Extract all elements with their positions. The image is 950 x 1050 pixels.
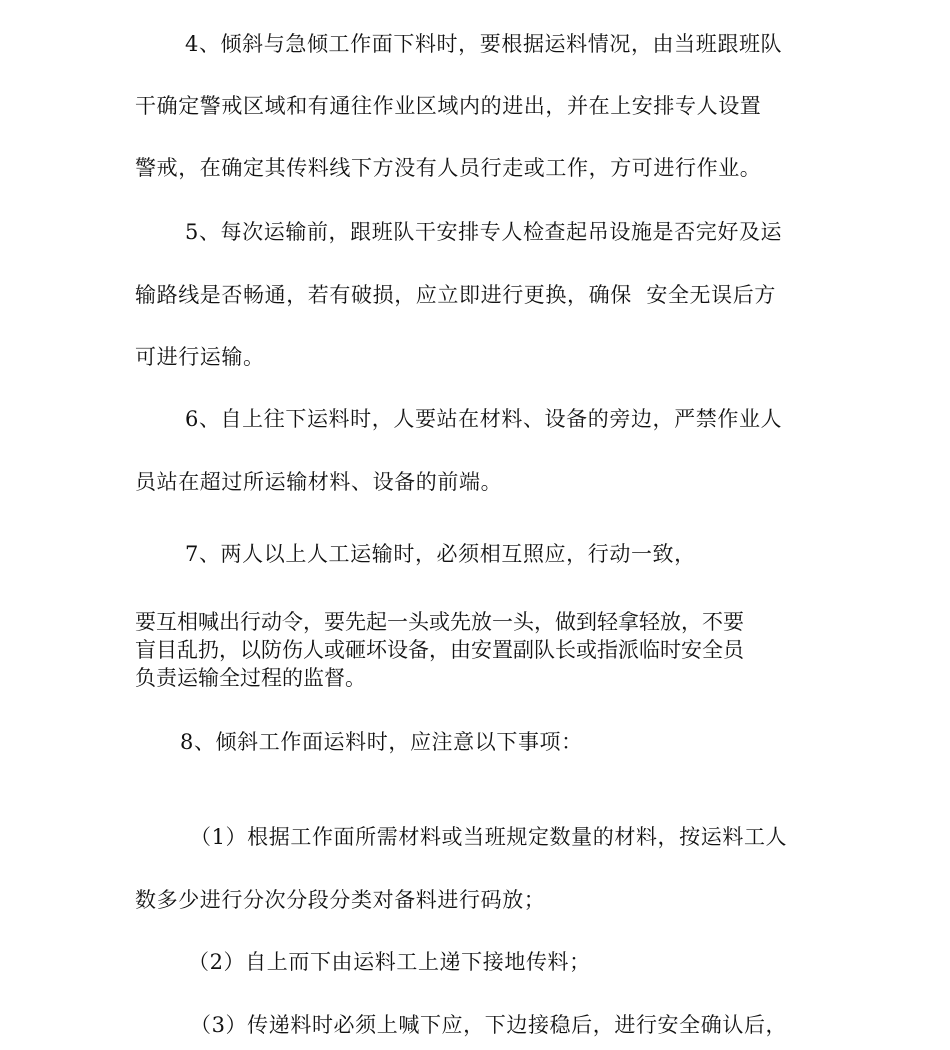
paragraph-line: 7、两人以上人工运输时，必须相互照应，行动一致， — [185, 542, 696, 566]
paragraph-line: 负责运输全过程的监督。 — [135, 666, 366, 690]
paragraph-line: 盲目乱扔，以防伤人或砸坏设备，由安置副队长或指派临时安全员 — [135, 638, 744, 662]
paragraph-line: 4、倾斜与急倾工作面下料时，要根据运料情况，由当班跟班队 — [185, 32, 783, 56]
paragraph-line: 员站在超过所运输材料、设备的前端。 — [135, 470, 503, 494]
paragraph-line: 数多少进行分次分段分类对备料进行码放； — [135, 888, 546, 912]
paragraph-line: 干确定警戒区域和有通往作业区域内的进出，并在上安排专人设置 — [135, 94, 762, 118]
paragraph-line: （1）根据工作面所需材料或当班规定数量的材料，按运料工人 — [190, 825, 788, 849]
paragraph-line: 输路线是否畅通，若有破损，应立即进行更换，确保 安全无误后方 — [135, 283, 776, 307]
paragraph-line: 要互相喊出行动令，要先起一头或先放一头，做到轻拿轻放，不要 — [135, 610, 744, 634]
paragraph-line: 可进行运输。 — [135, 345, 265, 369]
paragraph-line: （2）自上而下由运料工上递下接地传料； — [188, 950, 591, 974]
paragraph-line: 警戒，在确定其传料线下方没有人员行走或工作，方可进行作业。 — [135, 156, 762, 180]
paragraph-line: 8、倾斜工作面运料时，应注意以下事项： — [180, 730, 583, 754]
paragraph-line: 6、自上往下运料时，人要站在材料、设备的旁边，严禁作业人 — [185, 407, 783, 431]
paragraph-line: 5、每次运输前，跟班队干安排专人检查起吊设施是否完好及运 — [185, 220, 783, 244]
paragraph-line: （3）传递料时必须上喊下应，下边接稳后，进行安全确认后， — [190, 1013, 788, 1037]
